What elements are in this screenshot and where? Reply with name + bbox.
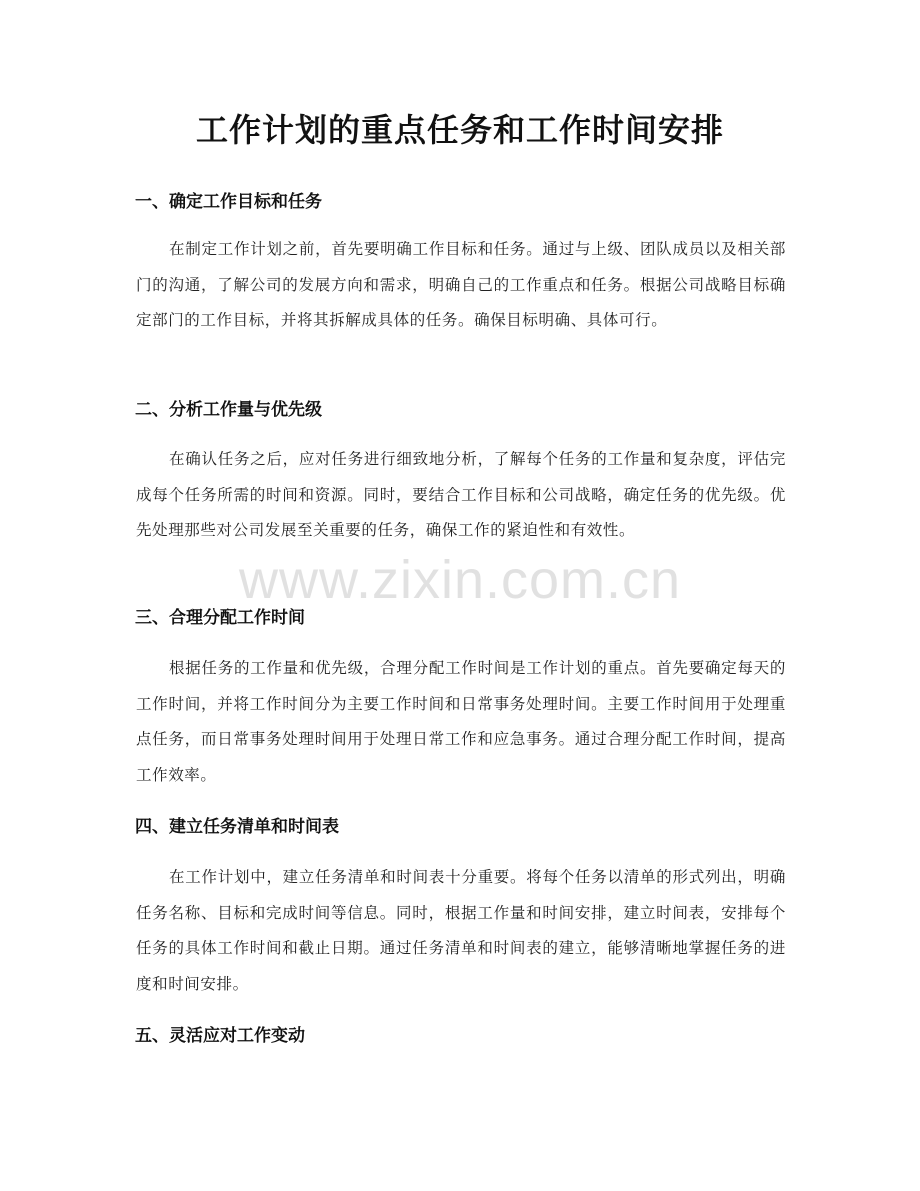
section-heading-5: 五、灵活应对工作变动 xyxy=(135,1026,305,1046)
section-paragraph-1: 在制定工作计划之前，首先要明确工作目标和任务。通过与上级、团队成员以及相关部门的沟通，了解公司的发展方向和需求，明确自己的工作重点和任务。根据公司战略目标确定部门的工作目标，并将其拆解成具体的任务。确保目标明确、具体可行。 xyxy=(136,240,786,329)
section-paragraph-2: 在确认任务之后，应对任务进行细致地分析，了解每个任务的工作量和复杂度，评估完成每个任务所需的时间和资源。同时，要结合工作目标和公司战略，确定任务的优先级。优先处理那些对公司发展至关重要的任务，确保工作的紧迫性和有效性。 xyxy=(136,450,786,539)
section-heading-2: 二、分析工作量与优先级 xyxy=(135,400,322,420)
section-paragraph-3: 根据任务的工作量和优先级，合理分配工作时间是工作计划的重点。首先要确定每天的工作时间，并将工作时间分为主要工作时间和日常事务处理时间。主要工作时间用于处理重点任务，而日常事务处理时间用于处理日常工作和应急事务。通过合理分配工作时间，提高工作效率。 xyxy=(136,659,786,784)
section-heading-4: 四、建立任务清单和时间表 xyxy=(135,817,339,837)
section-heading-3: 三、合理分配工作时间 xyxy=(135,608,305,628)
watermark: www.zixin.com.cn xyxy=(238,550,682,610)
page-title: 工作计划的重点任务和工作时间安排 xyxy=(195,111,724,149)
section-heading-1: 一、确定工作目标和任务 xyxy=(135,192,322,212)
section-paragraph-4: 在工作计划中，建立任务清单和时间表十分重要。将每个任务以清单的形式列出，明确任务名称、目标和完成时间等信息。同时，根据工作量和时间安排，建立时间表，安排每个任务的具体工作时间和截止日期。通过任务清单和时间表的建立，能够清晰地掌握任务的进度和时间安排。 xyxy=(136,868,786,993)
